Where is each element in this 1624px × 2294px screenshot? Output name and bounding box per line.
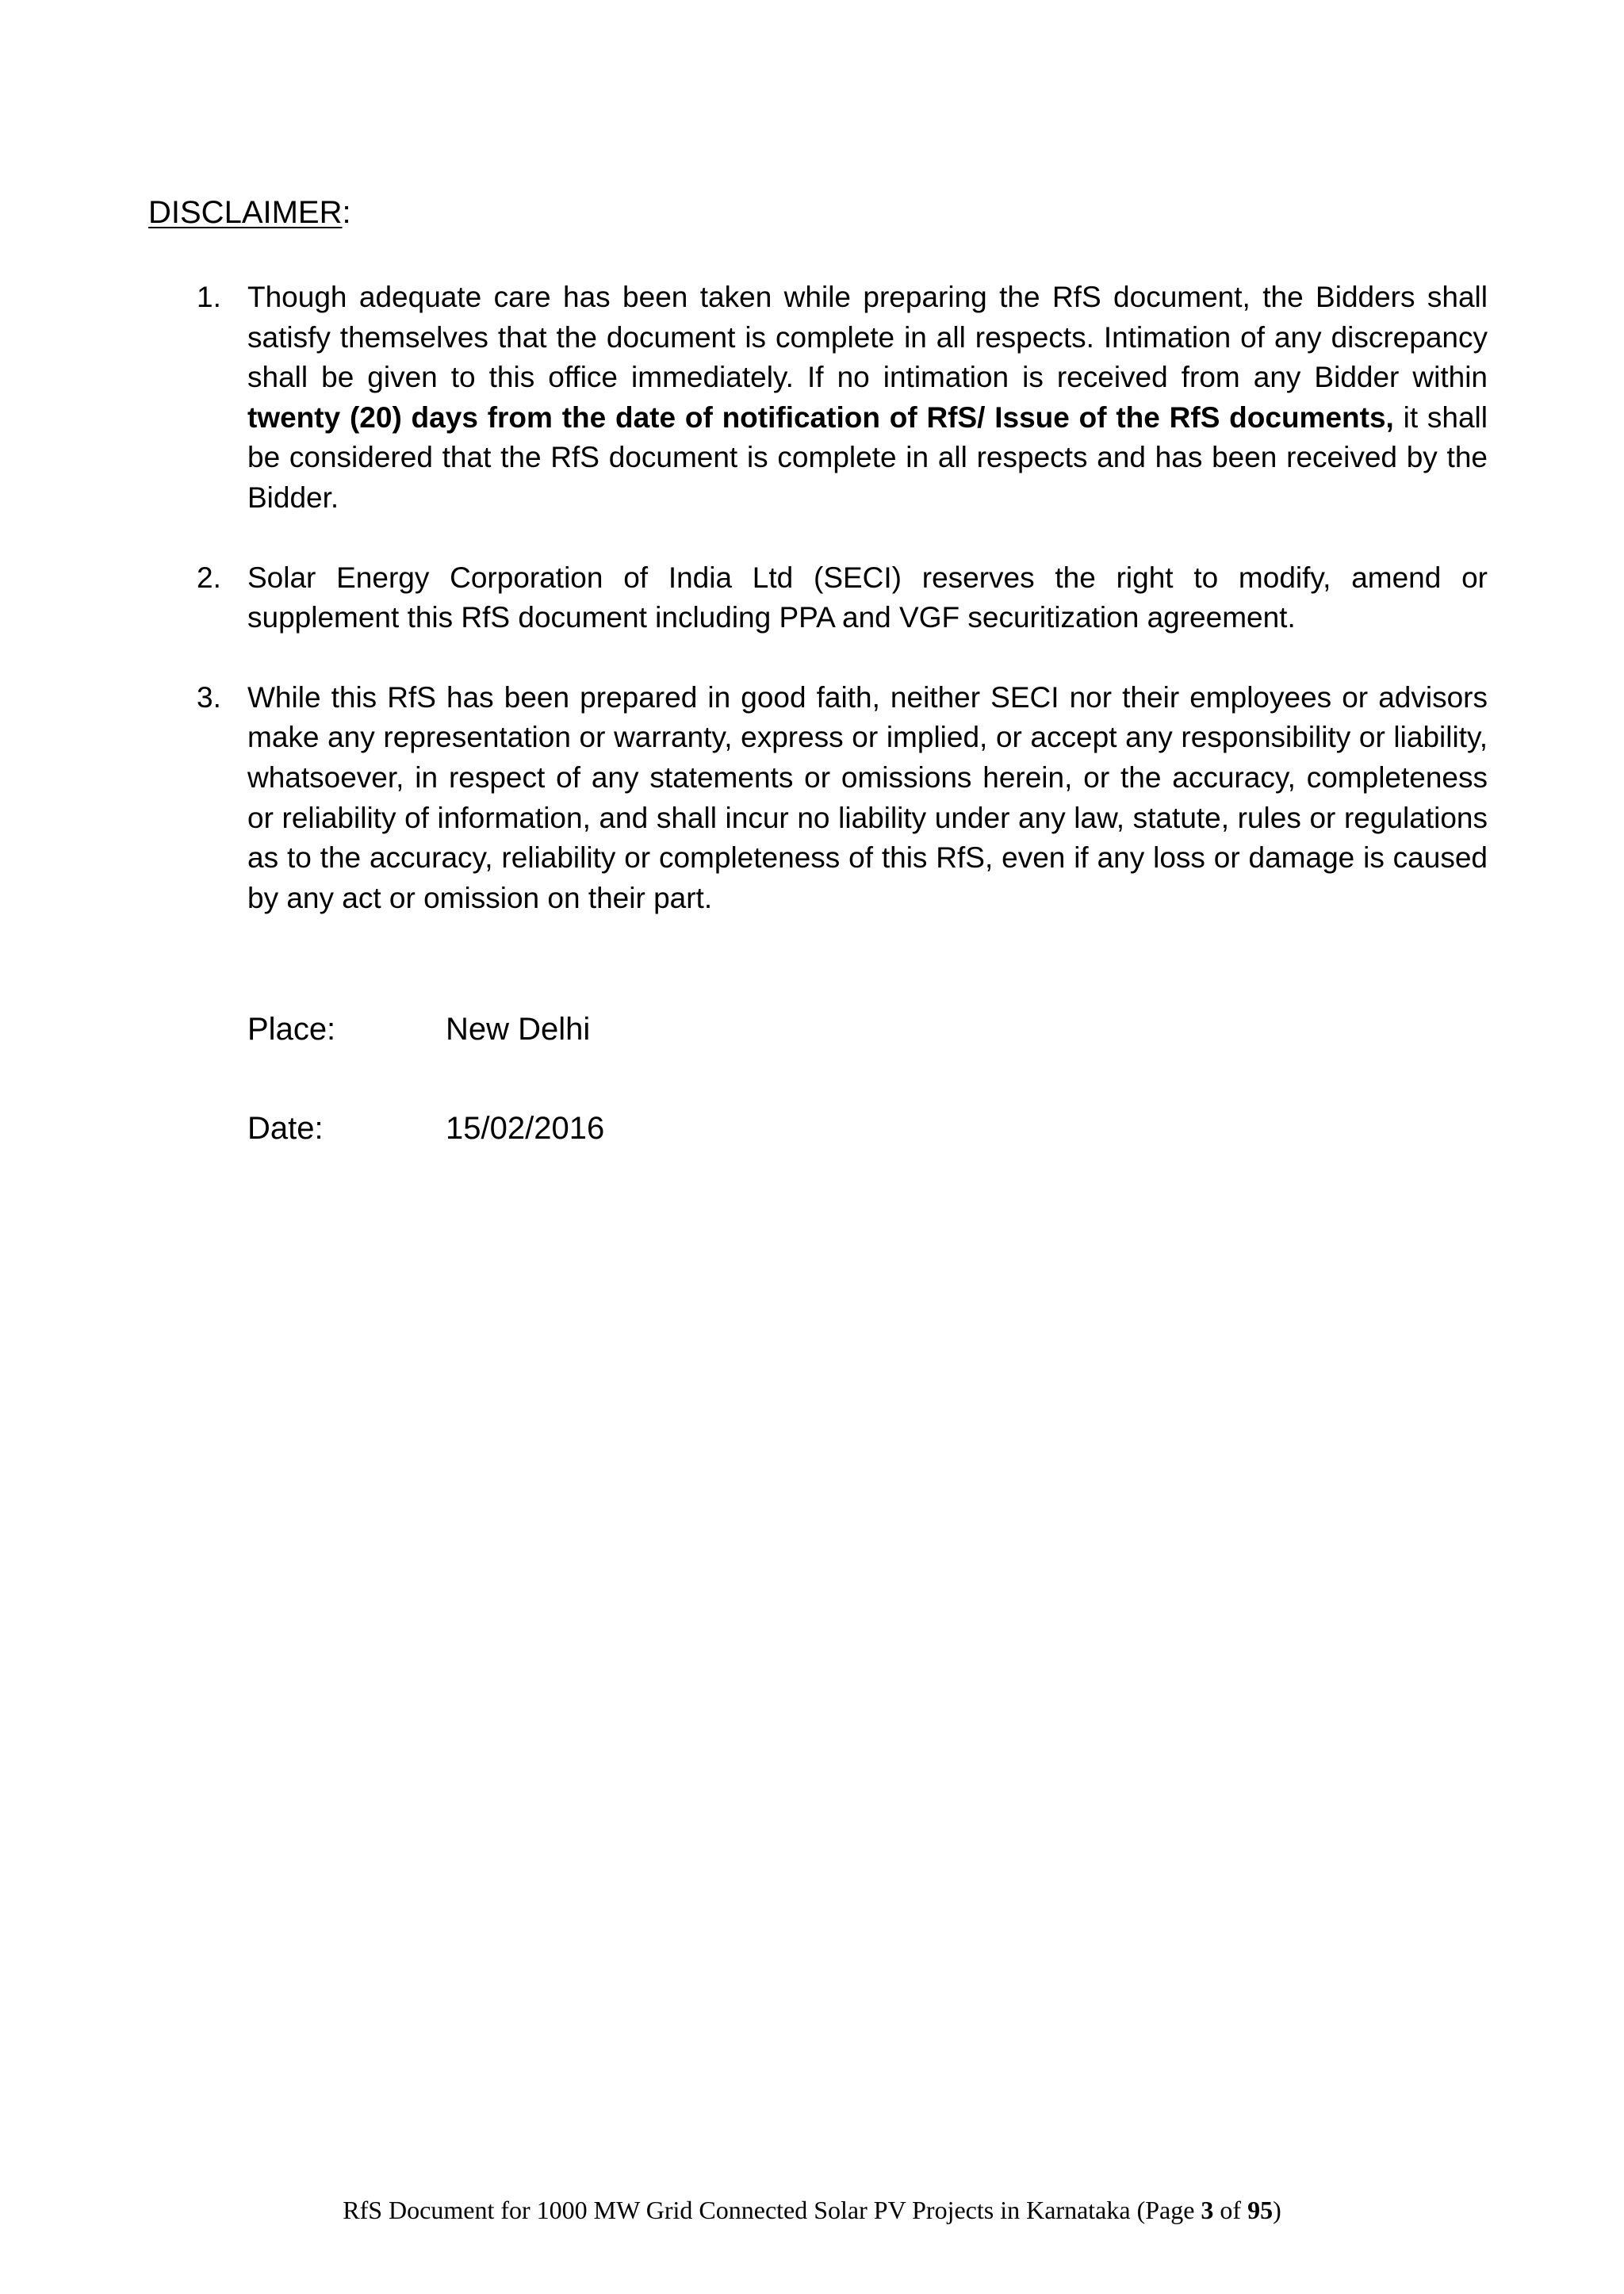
date-value: 15/02/2016 (446, 1111, 605, 1146)
item-number: 3. (197, 680, 221, 714)
footer-page-number: 3 (1201, 2196, 1214, 2224)
disclaimer-item-3 (197, 678, 1488, 919)
footer-text: RfS Document for 1000 MW Grid Connected Solar PV Projects in Karnataka (Page (343, 2196, 1201, 2224)
item-text: While this RfS has been prepared in good faith, neither SECI nor their employees or advisors make any representation or warranty, express or implied, or accept any responsibility or liability, whatsoever, in respect of any statements or omissions herein, or the accuracy, completeness or reliability of information, and shall incur no liability under any law, statute, rules or regulations as to the accuracy, reliability or completeness of this RfS, even if any loss or damage is caused by any act or omission on their part. (247, 680, 1488, 914)
page-heading (148, 190, 351, 235)
disclaimer-list (197, 278, 1488, 958)
item-bold-text: twenty (20) days from the date of notification of RfS/ Issue of the RfS documents, (247, 400, 1394, 434)
date-row (247, 1106, 604, 1151)
footer-page-total: 95 (1247, 2196, 1274, 2224)
date-label: Date: (247, 1111, 324, 1146)
item-number: 1. (197, 281, 221, 313)
disclaimer-title: DISCLAIMER (148, 195, 343, 230)
footer-of: of (1213, 2196, 1248, 2224)
item-text-cont: it shall be considered that the RfS document is complete in all respects and has been received by the Bidder. (247, 400, 1488, 514)
place-value: New Delhi (446, 1012, 591, 1047)
page-footer (0, 2193, 1624, 2227)
footer-close: ) (1273, 2196, 1281, 2224)
item-text: Though adequate care has been taken while preparing the RfS document, the Bidders shall satisfy themselves that the document is complete in all respects. Intimation of any discrepancy shall be given to this office immediately. If no intimation is received from any Bidder within (247, 281, 1488, 394)
disclaimer-colon: : (342, 195, 351, 230)
disclaimer-item-1 (197, 278, 1488, 519)
place-row (247, 1007, 590, 1051)
item-text: Solar Energy Corporation of India Ltd (SECI) reserves the right to modify, amend or supplement this RfS document including PPA and VGF securitization agreement. (247, 561, 1488, 634)
item-number: 2. (197, 561, 221, 594)
place-label: Place: (247, 1012, 336, 1047)
disclaimer-item-2 (197, 558, 1488, 638)
